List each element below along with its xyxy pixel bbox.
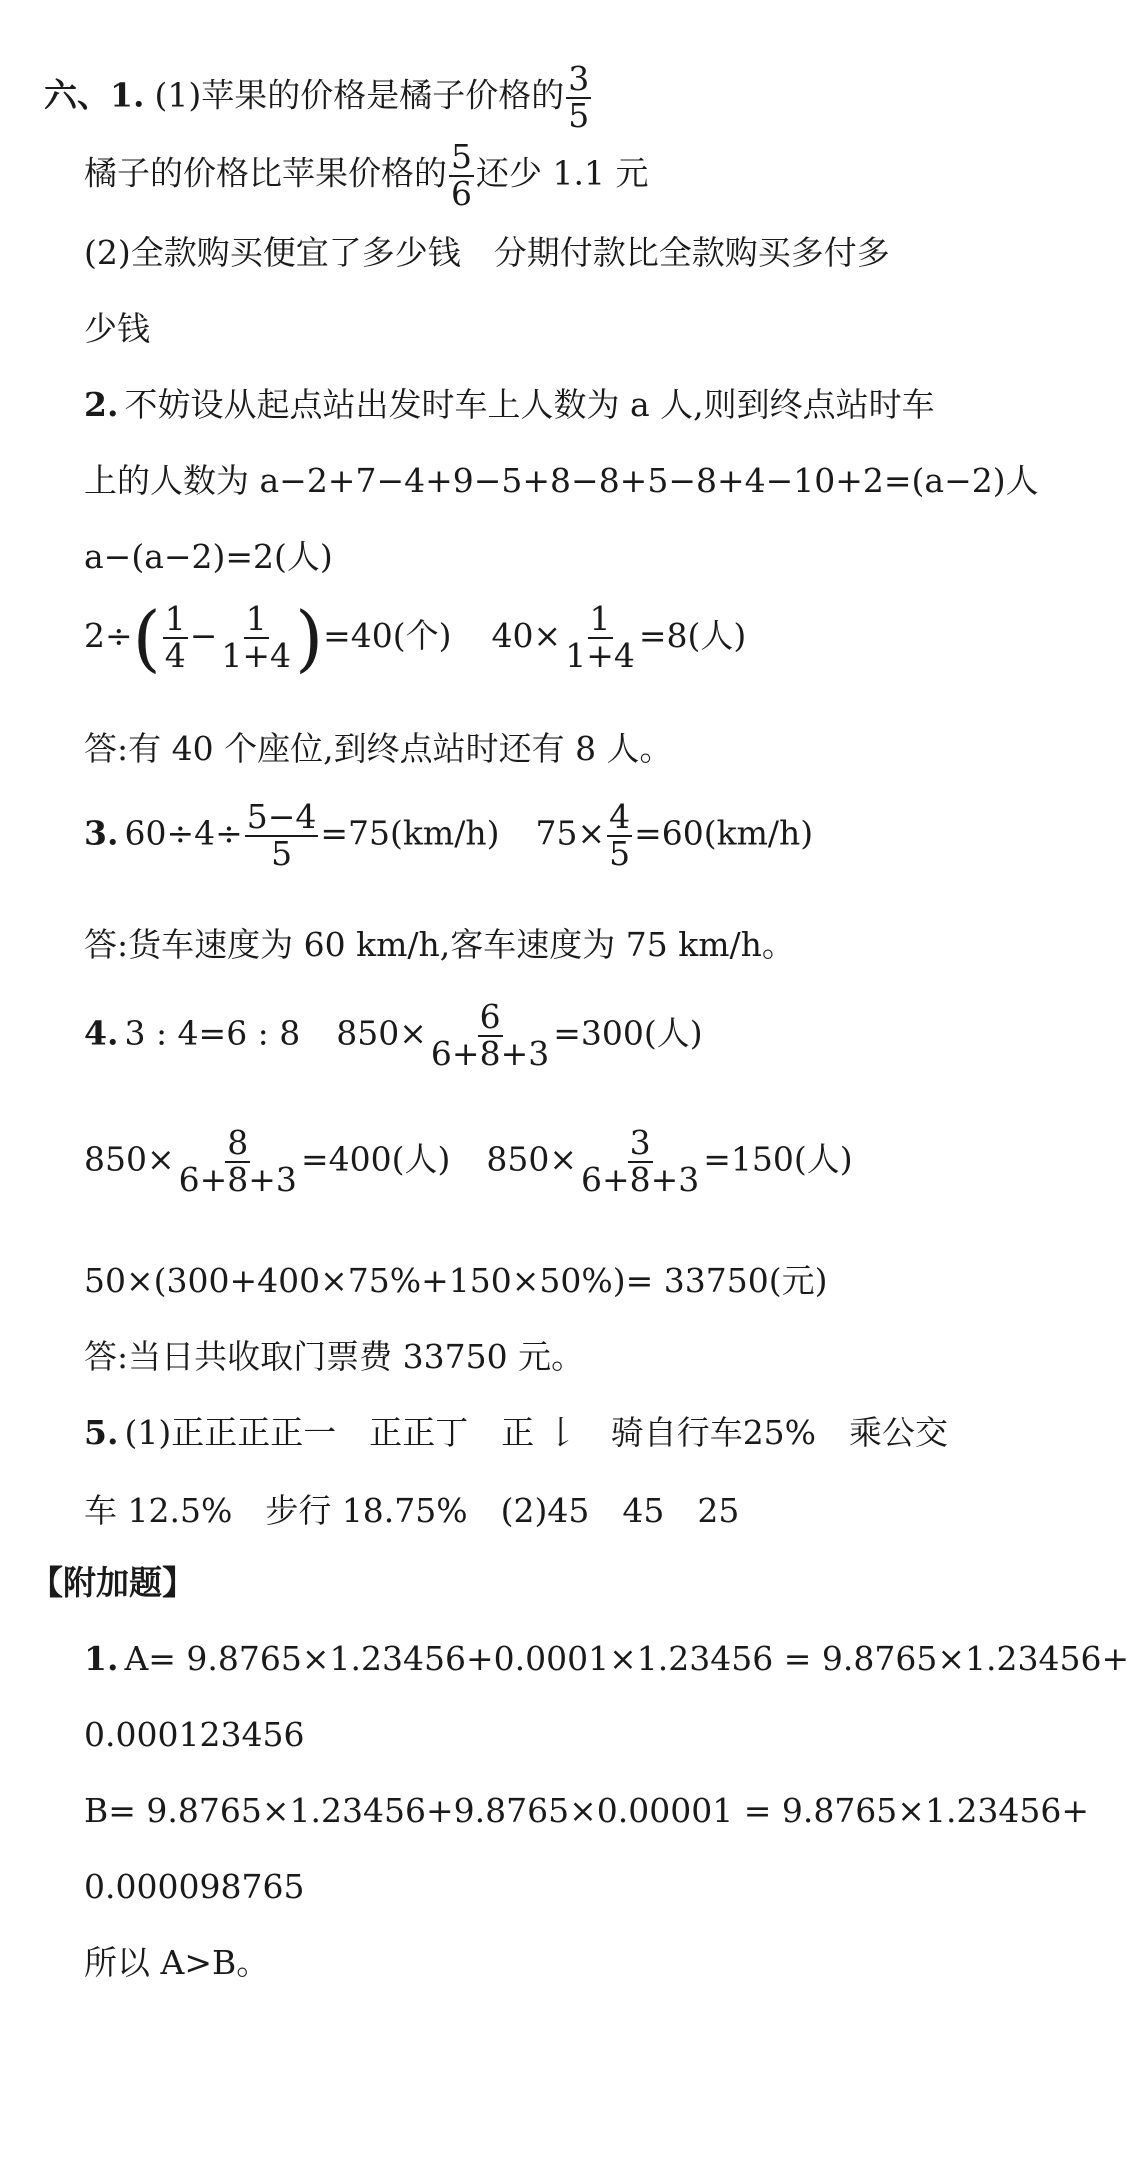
fraction: $\frac{4}{5}$	[609, 797, 631, 873]
fraction: $\frac{3}{5}$	[568, 59, 590, 135]
q6-2-line2: 上的人数为 a−2+7−4+9−5+8−8+5−8+4−10+2=(a−2)人	[84, 461, 1039, 500]
q6-3-answer: 答:货车速度为 60 km/h,客车速度为 75 km/h。	[84, 925, 795, 964]
fraction: $\frac{6}{6+8+3}$	[430, 997, 550, 1073]
section-label: 六、	[44, 75, 110, 115]
q6-4-total: 50×(300+400×75%+150×50%)= 33750(元)	[84, 1261, 828, 1300]
q6-1-line2: 橘子的价格比苹果价格的 $\frac{5}{6}$ 还少 1.1 元	[84, 137, 649, 213]
question-number: 1.	[84, 1639, 119, 1678]
q6-2-calc: 2÷( $\frac{1}{4}$ − $\frac{1}{1+4}$ )=40(个) 40× $\frac{1}{1+4}$ =8(人)	[84, 596, 747, 680]
question-number: 2.	[84, 385, 119, 424]
extra-1-line1: 1. A= 9.8765×1.23456+0.0001×1.23456 = 9.8765×1.23456+	[84, 1639, 1129, 1678]
q6-4-line2: 850× $\frac{8}{6+8+3}$ =400(人) 850× $\frac{3}{6+8+3}$ =150(人)	[84, 1123, 853, 1199]
fraction: $\frac{1}{4}$	[164, 599, 186, 675]
fraction: $\frac{8}{6+8+3}$	[178, 1123, 297, 1199]
extra-1-line3: B= 9.8765×1.23456+9.8765×0.00001 = 9.8765×1.23456+	[84, 1791, 1090, 1830]
q6-1-line1	[44, 59, 593, 135]
q6-5-line1: 5. (1)正正正正一 正正丁 正 𠄌 骑自行车25% 乘公交	[84, 1413, 949, 1452]
question-number: 3.	[84, 813, 119, 853]
fraction: $\frac{5-4}{5}$	[246, 797, 317, 873]
fraction: $\frac{5}{6}$	[451, 137, 472, 213]
fraction: $\frac{1}{1+4}$	[221, 599, 292, 675]
fraction: $\frac{3}{6+8+3}$	[580, 1123, 700, 1199]
extra-1-line5: 所以 A>B。	[84, 1943, 270, 1982]
extra-1-line4: 0.000098765	[84, 1867, 305, 1906]
q6-5-line2: 车 12.5% 步行 18.75% (2)45 45 25	[84, 1491, 740, 1530]
q6-4-line1: 4. 3 : 4=6 : 8 850× $\frac{6}{6+8+3}$ =300(人)	[84, 997, 703, 1073]
question-number: 4.	[84, 1013, 119, 1053]
extra-1-line2: 0.000123456	[84, 1715, 305, 1754]
question-number: 5.	[84, 1413, 119, 1452]
extra-heading: 【附加题】	[30, 1563, 195, 1602]
q6-2-line3: a−(a−2)=2(人)	[84, 537, 333, 576]
q1-part1-text: (1)苹果的价格是橘子价格的	[154, 75, 565, 115]
question-number: 1.	[110, 75, 145, 115]
q6-1-part2-line1: (2)全款购买便宜了多少钱 分期付款比全款购买多付多	[84, 233, 890, 272]
q6-2-line1: 2. 不妨设从起点站出发时车上人数为 a 人,则到终点站时车	[84, 385, 935, 424]
q6-4-answer: 答:当日共收取门票费 33750 元。	[84, 1337, 585, 1376]
q6-3-calc: 3. 60÷4÷ $\frac{5-4}{5}$ =75(km/h) 75× $\frac{4}{5}$ =60(km/h)	[84, 797, 814, 873]
q6-2-answer: 答:有 40 个座位,到终点站时还有 8 人。	[84, 729, 673, 768]
q6-1-part2-line2: 少钱	[84, 309, 150, 348]
fraction: $\frac{1}{1+4}$	[565, 599, 635, 675]
